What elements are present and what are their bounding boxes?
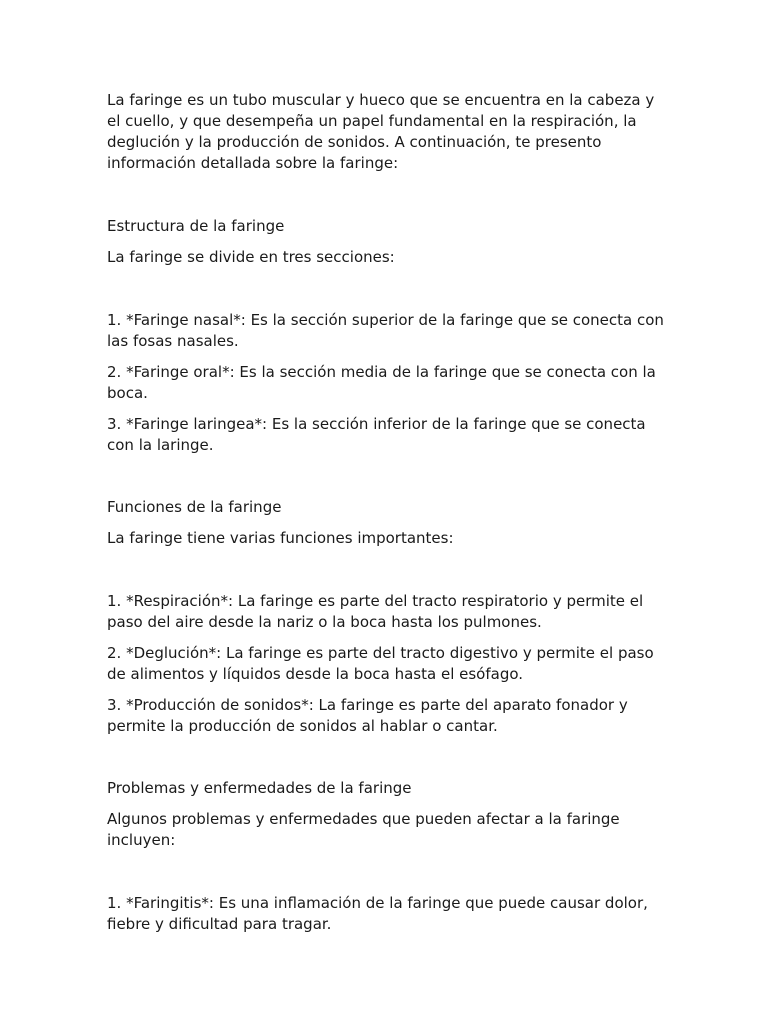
list-item: 2. *Deglución*: La faringe es parte del tracto digestivo y permite el paso de alimentos y líquidos desde la boca hasta el esófago. [107,644,654,683]
list-item: 1. *Respiración*: La faringe es parte del tracto respiratorio y permite el paso del aire desde la nariz o la boca hasta los pulmones. [107,592,644,631]
section-heading: Estructura de la faringe [107,217,285,235]
section-heading: Funciones de la faringe [107,498,282,516]
section-heading: Problemas y enfermedades de la faringe [107,779,412,797]
section-lead: La faringe se divide en tres secciones: [107,248,395,266]
document-page [107,90,667,945]
section-problems [107,778,667,935]
section-functions [107,497,667,737]
list-item: 3. *Faringe laringea*: Es la sección inferior de la faringe que se conecta con la laringe. [107,415,646,454]
section-structure [107,216,667,456]
intro-paragraph: La faringe es un tubo muscular y hueco que se encuentra en la cabeza y el cuello, y que desempeña un papel fundamental en la respiración, la deglución y la producción de sonidos. A continuación, te presento información detallada sobre la faringe: [107,91,655,172]
list-item: 2. *Faringe oral*: Es la sección media de la faringe que se conecta con la boca. [107,363,656,402]
list-item: 1. *Faringe nasal*: Es la sección superior de la faringe que se conecta con las fosas nasales. [107,311,664,350]
list-item: 3. *Producción de sonidos*: La faringe es parte del aparato fonador y permite la producción de sonidos al hablar o cantar. [107,696,628,735]
section-lead: La faringe tiene varias funciones importantes: [107,529,454,547]
section-lead: Algunos problemas y enfermedades que pueden afectar a la faringe incluyen: [107,810,620,849]
list-item: 1. *Faringitis*: Es una inflamación de la faringe que puede causar dolor, fiebre y dificultad para tragar. [107,894,648,933]
